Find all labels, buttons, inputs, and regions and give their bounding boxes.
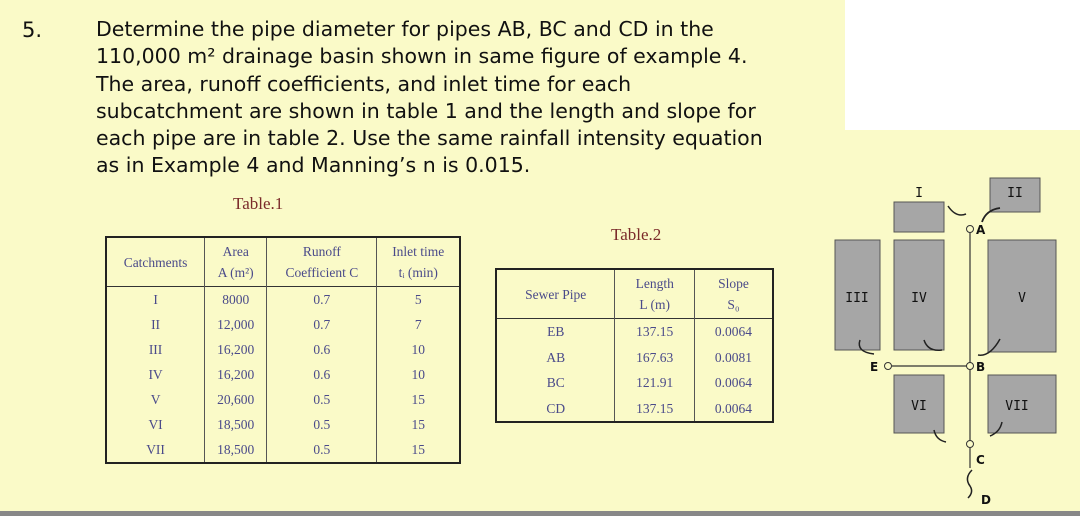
- table-cell: 0.5: [267, 437, 377, 463]
- catchment-label-vi: VI: [911, 399, 927, 414]
- table-cell: VI: [148, 417, 163, 432]
- table-cell: I: [153, 292, 158, 307]
- table-header-cell: Runoff Coefficient C: [267, 237, 377, 287]
- table-row: [106, 287, 460, 313]
- table-cell: 15: [377, 412, 460, 437]
- table-cell: 0.0064: [694, 370, 773, 396]
- table2-caption: Table.2: [611, 225, 662, 244]
- node-a: [967, 226, 974, 233]
- table-cell: 12,000: [205, 312, 267, 337]
- table-cell: 18,500: [205, 412, 267, 437]
- table-row: [496, 370, 773, 396]
- table-cell: 15: [377, 437, 460, 463]
- table-cell: 0.0064: [694, 319, 773, 345]
- table-cell: VII: [146, 442, 165, 457]
- table-cell: V: [150, 392, 161, 407]
- node-label-d: D: [981, 493, 991, 507]
- table-cell: 0.5: [267, 412, 377, 437]
- inflow-arrow: [948, 206, 966, 215]
- table-cell: CD: [546, 400, 566, 416]
- node-e: [885, 363, 892, 370]
- outflow-arrow: [967, 470, 972, 498]
- catchment-label-vii: VII: [1005, 399, 1029, 414]
- table-cell: 137.15: [615, 396, 695, 423]
- table-header-cell: Area A (m²): [205, 237, 267, 287]
- table-cell: II: [151, 317, 161, 332]
- problem-number: 5.: [22, 18, 43, 42]
- table-cell: BC: [546, 375, 565, 391]
- catchment-label-i: I: [915, 186, 923, 201]
- blank-panel: [845, 0, 1080, 130]
- table-row: [496, 396, 773, 423]
- table-row: [106, 387, 460, 412]
- table-cell: 10: [377, 337, 460, 362]
- table-row: [106, 312, 460, 337]
- table-header-cell: Catchments: [123, 254, 188, 270]
- table-row: [106, 362, 460, 387]
- catchment-label-iv: IV: [911, 291, 927, 306]
- table-row: [106, 437, 460, 463]
- table-cell: 0.6: [267, 337, 377, 362]
- table-cell: 18,500: [205, 437, 267, 463]
- table-cell: 10: [377, 362, 460, 387]
- table-cell: 137.15: [615, 319, 695, 345]
- table-header-cell: Length L (m): [615, 269, 695, 319]
- node-c: [967, 441, 974, 448]
- table-row: [496, 345, 773, 371]
- table-row: [106, 412, 460, 437]
- table-cell: 0.7: [267, 287, 377, 313]
- table-cell: 0.0081: [694, 345, 773, 371]
- problem-line: Determine the pipe diameter for pipes AB, BC and CD in the: [96, 17, 714, 41]
- sewer-pipe-table: [495, 268, 774, 423]
- problem-statement: [96, 16, 816, 180]
- table1-caption: Table.1: [233, 194, 284, 213]
- table-cell: 16,200: [205, 337, 267, 362]
- table-header-row: [496, 269, 773, 319]
- bottom-border: [0, 511, 1080, 516]
- problem-line: each pipe are in table 2. Use the same rainfall intensity equation: [96, 126, 763, 151]
- table-row: [106, 337, 460, 362]
- node-label-b: B: [976, 360, 986, 374]
- table-cell: AB: [546, 349, 566, 365]
- table-header-cell: Slope S₀: [694, 269, 773, 319]
- drainage-basin-diagram: [830, 150, 1070, 510]
- table-header-cell: Inlet time tᵢ (min): [377, 237, 460, 287]
- table-cell: 0.7: [267, 312, 377, 337]
- table-cell: 15: [377, 387, 460, 412]
- table-cell: 0.0064: [694, 396, 773, 423]
- table-cell: III: [148, 342, 163, 357]
- node-label-e: E: [870, 360, 879, 374]
- node-b: [967, 363, 974, 370]
- table-header-cell: Sewer Pipe: [525, 286, 587, 302]
- table-header-row: [106, 237, 460, 287]
- catchment-label-iii: III: [845, 291, 869, 306]
- catchment-block-i: [894, 202, 944, 232]
- table-cell: 16,200: [205, 362, 267, 387]
- table-cell: 8000: [205, 287, 267, 313]
- node-label-c: C: [976, 453, 985, 467]
- table-cell: 5: [377, 287, 460, 313]
- table-cell: 20,600: [205, 387, 267, 412]
- table-row: [496, 319, 773, 345]
- table-cell: 167.63: [615, 345, 695, 371]
- problem-line: The area, runoff coefficients, and inlet time for each: [96, 71, 632, 96]
- table-cell: 0.6: [267, 362, 377, 387]
- problem-line: 110,000 m² drainage basin shown in same figure of example 4.: [96, 44, 748, 69]
- table-cell: IV: [148, 367, 163, 382]
- node-label-a: A: [976, 223, 986, 237]
- table-cell: 7: [377, 312, 460, 337]
- problem-line: subcatchment are shown in table 1 and the length and slope for: [96, 98, 756, 123]
- table-cell: EB: [547, 324, 565, 340]
- table-cell: 121.91: [615, 370, 695, 396]
- problem-line: as in Example 4 and Manning’s n is 0.015.: [96, 153, 531, 178]
- table-cell: 0.5: [267, 387, 377, 412]
- catchment-table: [105, 236, 461, 464]
- catchment-label-v: V: [1018, 291, 1026, 306]
- catchment-label-ii: II: [1007, 186, 1023, 201]
